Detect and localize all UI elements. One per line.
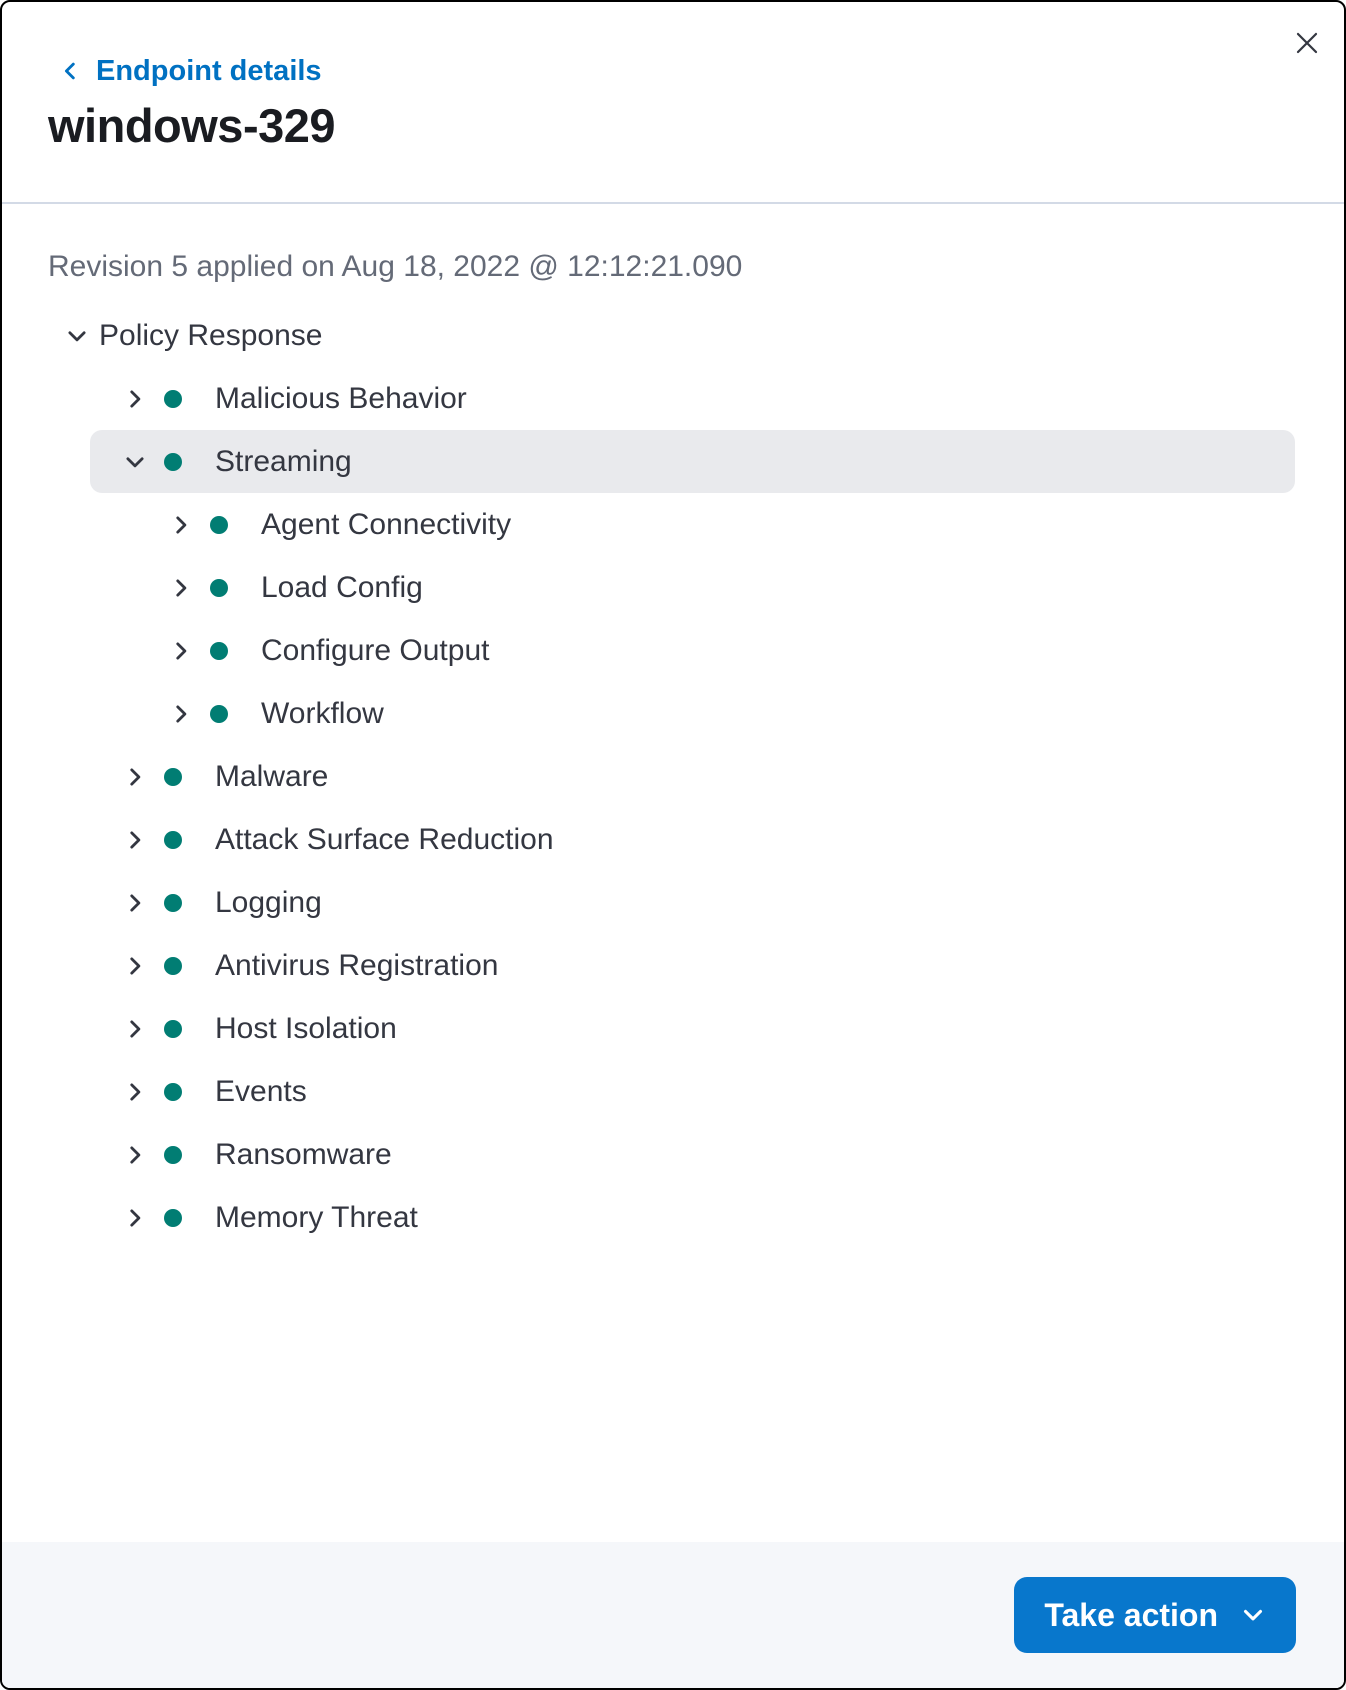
status-dot xyxy=(164,1020,182,1038)
tree-item-label: Agent Connectivity xyxy=(261,507,512,541)
close-icon xyxy=(1292,28,1322,58)
tree-item-workflow[interactable] xyxy=(2,682,1344,745)
chevron-right-icon xyxy=(122,1142,148,1168)
tree-item-label: Malicious Behavior xyxy=(215,381,467,415)
tree-item-host-isolation[interactable] xyxy=(2,997,1344,1060)
take-action-label: Take action xyxy=(1044,1596,1218,1633)
take-action-button[interactable] xyxy=(1014,1577,1296,1653)
tree-item-label: Antivirus Registration xyxy=(215,948,499,982)
tree-item-antivirus-registration[interactable] xyxy=(2,934,1344,997)
tree-item-label: Logging xyxy=(215,885,322,919)
status-dot xyxy=(164,957,182,975)
status-dot xyxy=(164,831,182,849)
tree-item-label: Attack Surface Reduction xyxy=(215,822,554,856)
tree-item-label: Load Config xyxy=(261,570,423,604)
status-dot xyxy=(164,1146,182,1164)
revision-applied-text: Revision 5 applied on Aug 18, 2022 @ 12:12:21.090 xyxy=(48,250,743,283)
chevron-down-icon xyxy=(122,449,148,475)
chevron-right-icon xyxy=(122,1079,148,1105)
tree-item-attack-surface-reduction[interactable] xyxy=(2,808,1344,871)
chevron-right-icon xyxy=(122,764,148,790)
tree-item-label: Policy Response xyxy=(99,318,323,352)
tree-item-configure-output[interactable] xyxy=(2,619,1344,682)
chevron-right-icon xyxy=(168,575,194,601)
policy-response-tree xyxy=(2,304,1344,1249)
back-to-endpoint-details-link[interactable] xyxy=(48,54,322,88)
tree-item-memory-threat[interactable] xyxy=(2,1186,1344,1249)
status-dot xyxy=(164,1209,182,1227)
chevron-right-icon xyxy=(122,1205,148,1231)
tree-item-malicious-behavior[interactable] xyxy=(2,367,1344,430)
chevron-right-icon xyxy=(122,953,148,979)
tree-item-policy-response[interactable] xyxy=(2,304,1344,367)
tree-item-label: Events xyxy=(215,1074,307,1108)
tree-item-label: Workflow xyxy=(261,696,384,730)
tree-item-ransomware[interactable] xyxy=(2,1123,1344,1186)
chevron-left-icon xyxy=(58,59,82,83)
tree-item-events[interactable] xyxy=(2,1060,1344,1123)
status-dot xyxy=(164,390,182,408)
status-dot xyxy=(164,768,182,786)
status-dot xyxy=(164,1083,182,1101)
chevron-right-icon xyxy=(122,827,148,853)
chevron-down-icon xyxy=(64,323,90,349)
header-divider xyxy=(2,202,1344,204)
chevron-right-icon xyxy=(168,701,194,727)
chevron-right-icon xyxy=(122,890,148,916)
tree-item-label: Ransomware xyxy=(215,1137,392,1171)
chevron-down-icon xyxy=(1240,1602,1266,1628)
chevron-right-icon xyxy=(122,1016,148,1042)
chevron-right-icon xyxy=(168,638,194,664)
status-dot xyxy=(164,453,182,471)
tree-item-malware[interactable] xyxy=(2,745,1344,808)
chevron-right-icon xyxy=(122,386,148,412)
tree-item-streaming[interactable] xyxy=(90,430,1295,493)
tree-item-label: Host Isolation xyxy=(215,1011,397,1045)
chevron-right-icon xyxy=(168,512,194,538)
status-dot xyxy=(164,894,182,912)
tree-item-label: Memory Threat xyxy=(215,1200,418,1234)
back-link-label: Endpoint details xyxy=(96,55,322,87)
flyout-header xyxy=(2,2,1344,154)
tree-item-agent-connectivity[interactable] xyxy=(2,493,1344,556)
tree-item-load-config[interactable] xyxy=(2,556,1344,619)
tree-item-label: Malware xyxy=(215,759,329,793)
flyout-footer xyxy=(2,1542,1344,1688)
page-title: windows-329 xyxy=(48,99,336,152)
tree-item-label: Configure Output xyxy=(261,633,490,667)
status-dot xyxy=(210,579,228,597)
close-button[interactable] xyxy=(1290,26,1324,60)
status-dot xyxy=(210,705,228,723)
status-dot xyxy=(210,642,228,660)
tree-item-label: Streaming xyxy=(215,444,352,478)
status-dot xyxy=(210,516,228,534)
tree-item-logging[interactable] xyxy=(2,871,1344,934)
